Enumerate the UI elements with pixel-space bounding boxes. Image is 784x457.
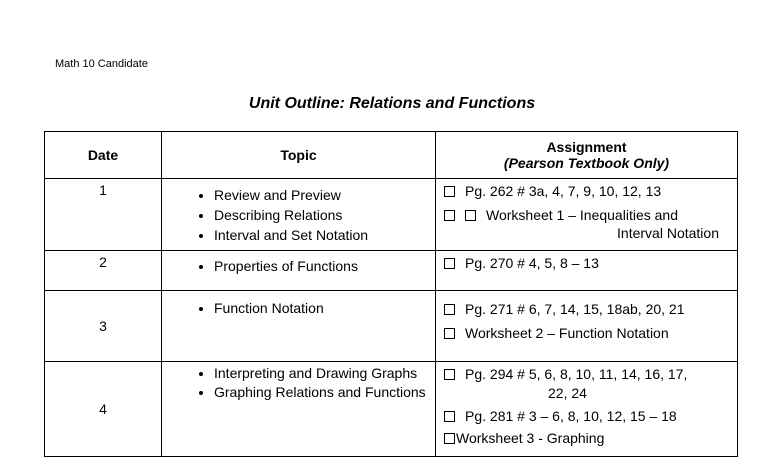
assignment-text: Worksheet 1 – Inequalities and xyxy=(486,207,678,223)
topic-list xyxy=(162,298,435,318)
assignment-item xyxy=(444,323,737,343)
assignment-item xyxy=(444,406,737,426)
checkbox-icon[interactable] xyxy=(444,433,455,444)
assignment-text: Pg. 294 # 5, 6, 8, 10, 11, 14, 16, 17, xyxy=(465,366,688,382)
assignment-text: Pg. 262 # 3a, 4, 7, 9, 10, 12, 13 xyxy=(465,183,662,199)
assignment-text: Worksheet 3 - Graphing xyxy=(456,430,605,446)
assignment-cell xyxy=(436,362,738,457)
topic-list xyxy=(162,256,435,276)
checkbox-icon[interactable] xyxy=(444,411,455,422)
topic-item: • Properties of Functions xyxy=(214,256,435,276)
assignment-text: Pg. 281 # 3 – 6, 8, 10, 12, 15 – 18 xyxy=(465,408,677,424)
checkbox-icon[interactable] xyxy=(444,304,455,315)
checkbox-icon[interactable] xyxy=(465,210,476,221)
course-header: Math 10 Candidate xyxy=(55,58,148,70)
page-title: Unit Outline: Relations and Functions xyxy=(248,95,536,112)
assignment-cell xyxy=(436,291,738,362)
date-cell: 1 xyxy=(45,179,162,251)
topic-item: • Function Notation xyxy=(214,298,435,318)
topic-cell xyxy=(162,251,436,291)
checkbox-icon[interactable] xyxy=(444,186,455,197)
table-row xyxy=(45,362,738,457)
assignment-item xyxy=(444,205,737,225)
table-row xyxy=(45,179,738,251)
topic-item: • Review and Preview xyxy=(214,185,435,205)
assignment-cell xyxy=(436,179,738,251)
topic-cell xyxy=(162,179,436,251)
topic-item: • Describing Relations xyxy=(214,205,435,225)
assignment-column-header xyxy=(436,132,738,179)
assignment-text: Pg. 271 # 6, 7, 14, 15, 18ab, 20, 21 xyxy=(465,301,685,317)
assignment-cell xyxy=(436,251,738,291)
topic-cell xyxy=(162,291,436,362)
assignment-header-label: Assignment xyxy=(546,139,627,155)
assignment-text-continued: Interval Notation xyxy=(617,225,719,241)
assignment-item xyxy=(444,428,737,448)
topic-cell xyxy=(162,362,436,457)
assignment-item xyxy=(444,364,737,384)
date-column-header: Date xyxy=(45,132,162,179)
topic-list xyxy=(162,185,435,245)
assignment-item xyxy=(444,253,737,273)
topic-item: • Interpreting and Drawing Graphs xyxy=(214,365,435,382)
assignment-text: Worksheet 2 – Function Notation xyxy=(465,325,669,341)
checkbox-icon[interactable] xyxy=(444,328,455,339)
assignment-text: Pg. 270 # 4, 5, 8 – 13 xyxy=(465,255,599,271)
checkbox-icon[interactable] xyxy=(444,210,455,221)
assignment-text-continued: 22, 24 xyxy=(548,385,587,401)
assignment-item xyxy=(444,299,737,319)
date-cell: 4 xyxy=(45,362,162,457)
topic-column-header: Topic xyxy=(162,132,436,179)
table-row xyxy=(45,251,738,291)
topic-list xyxy=(162,365,435,401)
topic-item: • Graphing Relations and Functions xyxy=(214,384,435,401)
topic-item: • Interval and Set Notation xyxy=(214,225,435,245)
checkbox-icon[interactable] xyxy=(444,369,455,380)
unit-outline-table xyxy=(44,131,738,457)
table-header-row xyxy=(45,132,738,179)
table-row xyxy=(45,291,738,362)
date-cell: 3 xyxy=(45,291,162,362)
checkbox-icon[interactable] xyxy=(444,258,455,269)
assignment-item xyxy=(444,181,737,201)
date-cell: 2 xyxy=(45,251,162,291)
assignment-header-note: (Pearson Textbook Only) xyxy=(503,155,670,171)
